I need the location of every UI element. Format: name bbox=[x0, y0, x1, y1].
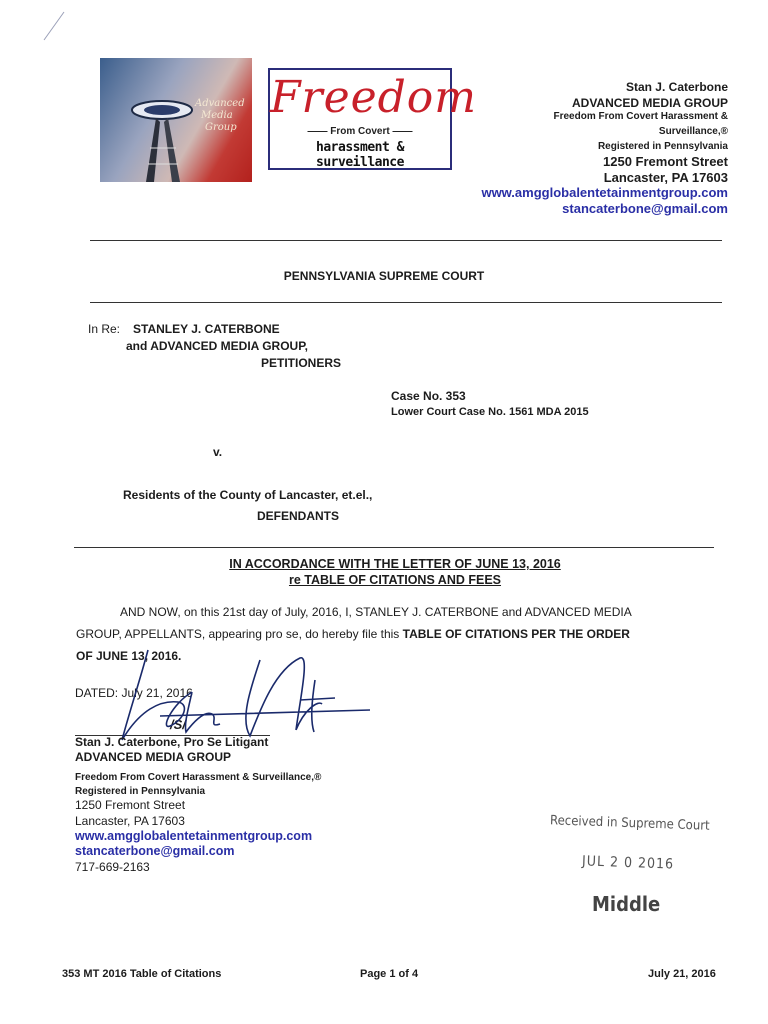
signer-company: ADVANCED MEDIA GROUP bbox=[75, 750, 232, 764]
footer-page-number: Page 1 of 4 bbox=[360, 968, 419, 980]
header-website-link[interactable]: www.amgglobalentetainmentgroup.com bbox=[481, 185, 728, 200]
divider bbox=[90, 240, 722, 241]
received-stamp-district: Middle bbox=[592, 892, 661, 916]
defendant-role: DEFENDANTS bbox=[257, 509, 340, 523]
received-stamp-date: JUL 2 0 2016 bbox=[581, 853, 675, 873]
header-street: 1250 Fremont Street bbox=[603, 154, 728, 169]
versus: v. bbox=[213, 445, 223, 459]
freedom-logo-title: Freedom bbox=[270, 72, 478, 123]
pen-mark bbox=[40, 8, 70, 44]
lower-court-case: Lower Court Case No. 1561 MDA 2015 bbox=[391, 406, 589, 418]
header-org-line2: Surveillance,® bbox=[658, 126, 728, 137]
document-title-line2: re TABLE OF CITATIONS AND FEES bbox=[288, 573, 502, 587]
footer-date: July 21, 2016 bbox=[648, 968, 716, 980]
tower-icon bbox=[128, 98, 198, 182]
petitioner-line2: and ADVANCED MEDIA GROUP, bbox=[126, 339, 309, 353]
header-company: ADVANCED MEDIA GROUP bbox=[571, 96, 728, 110]
received-stamp-text: Received in Supreme Court bbox=[549, 813, 710, 834]
document-title-line1: IN ACCORDANCE WITH THE LETTER OF JUNE 13, 2016 bbox=[229, 557, 561, 571]
freedom-logo-sub: —— From Covert —— bbox=[307, 126, 413, 137]
signer-email-link[interactable]: stancaterbone@gmail.com bbox=[75, 844, 235, 858]
header-city: Lancaster, PA 17603 bbox=[603, 170, 728, 185]
dated-line: DATED: July 21, 2016 bbox=[75, 686, 193, 700]
divider bbox=[74, 547, 714, 548]
header-email-link[interactable]: stancaterbone@gmail.com bbox=[562, 201, 728, 216]
freedom-logo-sub2: harassment & surveillance bbox=[316, 140, 404, 170]
signer-name: Stan J. Caterbone, Pro Se Litigant bbox=[75, 735, 269, 749]
case-number: Case No. 353 bbox=[391, 389, 466, 403]
divider bbox=[90, 302, 722, 303]
defendant-line: Residents of the County of Lancaster, et.el., bbox=[123, 488, 373, 502]
signer-registered: Registered in Pennsylvania bbox=[75, 786, 206, 797]
signer-website-link[interactable]: www.amgglobalentetainmentgroup.com bbox=[75, 829, 313, 843]
signer-street: 1250 Fremont Street bbox=[75, 798, 186, 812]
logo-caption: Advanced Media Group bbox=[195, 98, 245, 133]
in-re-label: In Re: bbox=[88, 322, 121, 336]
header-name: Stan J. Caterbone bbox=[625, 80, 728, 94]
body-paragraph-line3: OF JUNE 13, 2016. bbox=[76, 649, 182, 663]
signer-phone: 717-669-2163 bbox=[75, 860, 150, 874]
petitioner-line1: STANLEY J. CATERBONE bbox=[133, 322, 280, 336]
court-name: PENNSYLVANIA SUPREME COURT bbox=[283, 269, 485, 283]
body-paragraph-line2: GROUP, APPELLANTS, appearing pro se, do hereby file this TABLE OF CITATIONS PER THE ORDER bbox=[76, 627, 630, 641]
header-registered: Registered in Pennsylvania bbox=[597, 141, 728, 152]
body-paragraph-line1: AND NOW, on this 21st day of July, 2016, I, STANLEY J. CATERBONE and ADVANCED MEDIA bbox=[120, 605, 632, 619]
freedom-logo bbox=[268, 68, 478, 170]
petitioner-role: PETITIONERS bbox=[261, 356, 342, 370]
footer-left: 353 MT 2016 Table of Citations bbox=[62, 968, 222, 980]
signer-org: Freedom From Covert Harassment & Surveillance,® bbox=[75, 772, 322, 783]
signer-city: Lancaster, PA 17603 bbox=[75, 814, 185, 828]
advanced-media-group-logo bbox=[100, 58, 252, 182]
header-org-line1: Freedom From Covert Harassment & bbox=[553, 111, 728, 122]
s-mark: /S/ bbox=[170, 717, 186, 732]
handwritten-signature bbox=[100, 640, 380, 750]
